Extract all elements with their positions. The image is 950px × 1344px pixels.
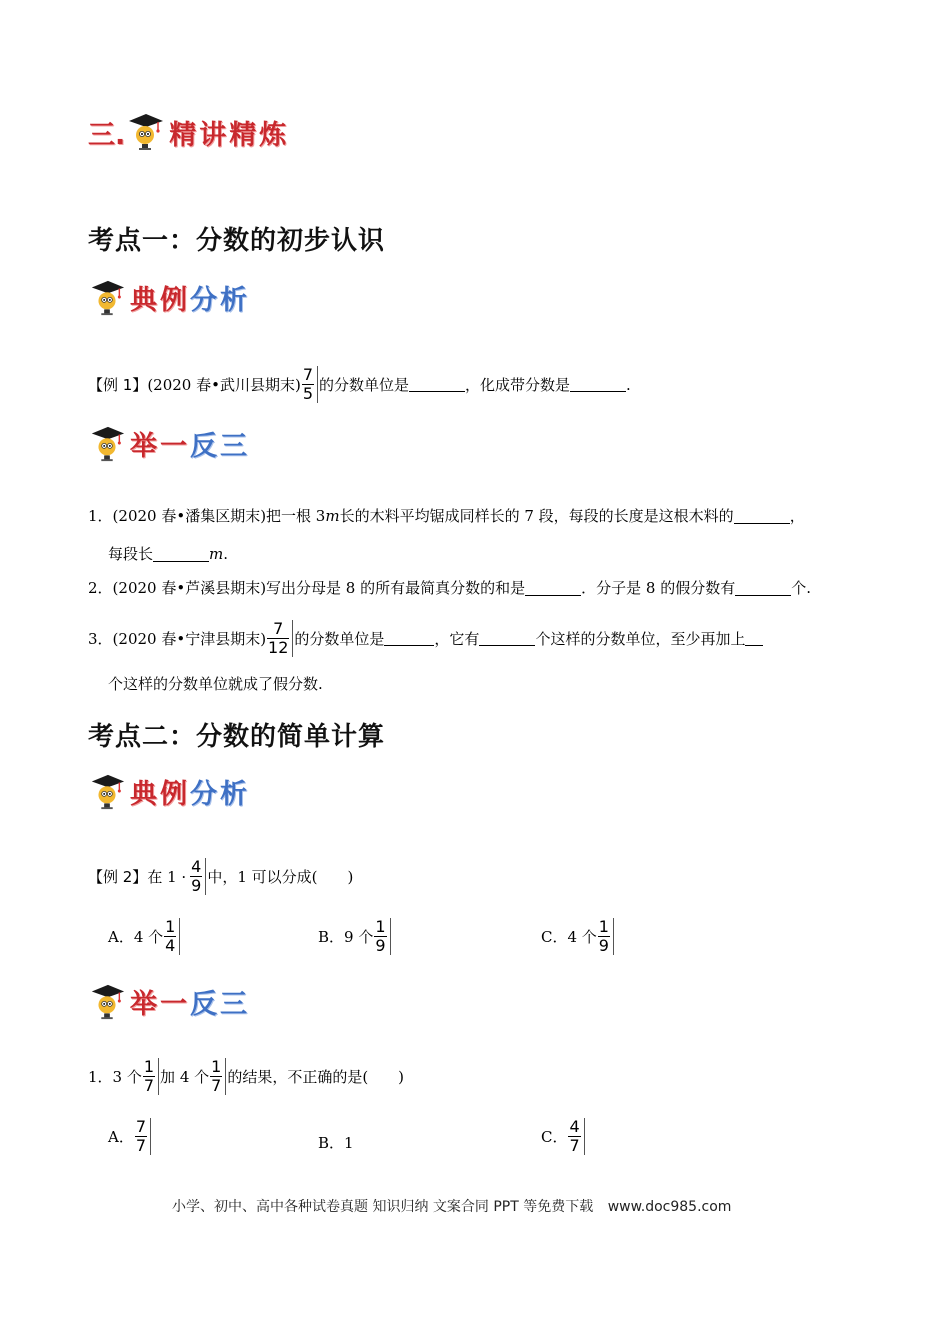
fraction: $\frac{4}{7}$	[568, 1118, 584, 1155]
option-a[interactable]: A． $\frac{7}{7}$	[108, 1118, 152, 1155]
option-a[interactable]: A．4 个 $\frac{1}{4}$	[108, 918, 181, 955]
fraction: $\frac{1}{7}$	[143, 1058, 159, 1095]
answer-blank[interactable]	[570, 377, 626, 392]
section-title: 精讲精炼	[169, 119, 290, 151]
fraction: $\frac{1}{9}$	[374, 918, 390, 955]
fraction: $\frac{4}{9}$	[190, 858, 206, 895]
answer-blank[interactable]	[525, 581, 581, 596]
example-banner	[88, 772, 250, 811]
example2: 【例 2】 在 1 · $\frac{4}{9}$ 中，1 可以分成( )	[88, 857, 354, 895]
example-tag: 【例 2】	[88, 867, 148, 886]
answer-blank[interactable]	[479, 631, 535, 646]
option-c[interactable]: C． $\frac{4}{7}$	[541, 1118, 586, 1155]
topic1-heading: 考点一：分数的初步认识	[88, 226, 386, 256]
fraction: $\frac{1}{9}$	[598, 918, 614, 955]
option-c[interactable]: C．4 个 $\frac{1}{9}$	[541, 918, 615, 955]
answer-blank[interactable]	[384, 631, 434, 646]
fraction: $\frac{1}{7}$	[210, 1058, 226, 1095]
section-banner	[88, 112, 289, 152]
graduate-mascot-icon	[88, 773, 126, 811]
answer-blank[interactable]	[409, 377, 465, 392]
fraction: $\frac{7}{12}$	[267, 620, 293, 657]
topic2-heading: 考点二：分数的简单计算	[88, 722, 386, 752]
graduate-mascot-icon	[88, 983, 126, 1021]
answer-blank[interactable]	[745, 631, 763, 646]
practice-banner	[88, 424, 250, 463]
graduate-mascot-icon	[88, 425, 126, 463]
question-2: 2． (2020 春•芦溪县期末)写出分母是 8 的所有最简真分数的和是 ．分子是 8 的假分数有 个.	[88, 579, 811, 597]
footer-text: 小学、初中、高中各种试卷真题 知识归纳 文案合同 PPT 等免费下载	[172, 1199, 594, 1215]
question-1: 1． (2020 春•潘集区期末)把一根 3 m 长的木料平均锯成同样长的 7 段，每段的长度是这根木料的 ，	[88, 507, 805, 525]
example-banner-text: 典例分析	[130, 285, 250, 316]
fraction: $\frac{7}{5}$	[302, 366, 318, 403]
graduate-mascot-icon	[125, 112, 165, 152]
example-banner	[88, 278, 250, 317]
practice-banner-text: 举一反三	[130, 431, 250, 462]
practice-banner	[88, 982, 250, 1021]
footer	[172, 1196, 731, 1216]
answer-blank[interactable]	[734, 509, 790, 524]
fraction: $\frac{7}{7}$	[135, 1118, 151, 1155]
footer-link[interactable]: www.doc985.com	[607, 1199, 732, 1215]
example1: 【例 1】 (2020 春•武川县期末) $\frac{7}{5}$ 的分数单位是 ，化成带分数是 .	[88, 365, 631, 403]
option-b[interactable]: B．1	[318, 1134, 354, 1152]
graduate-mascot-icon	[88, 279, 126, 317]
example-tag: 【例 1】	[88, 375, 148, 394]
answer-blank[interactable]	[735, 581, 791, 596]
fraction: $\frac{1}{4}$	[164, 918, 180, 955]
answer-blank[interactable]	[153, 547, 209, 562]
question-1: 1． 3 个 $\frac{1}{7}$ 加 4 个 $\frac{1}{7}$ 的结果，不正确的是( )	[88, 1057, 405, 1095]
section-prefix: 三.	[88, 119, 126, 151]
question-3-line2: 个这样的分数单位就成了假分数.	[108, 675, 323, 693]
question-1-line2: 每段长 m .	[108, 545, 229, 563]
question-3: 3． (2020 春•宁津县期末) $\frac{7}{12}$ 的分数单位是 ，它有 个这样的分数单位，至少再加上	[88, 620, 763, 657]
option-b[interactable]: B．9 个 $\frac{1}{9}$	[318, 918, 392, 955]
practice-banner-text: 举一反三	[130, 989, 250, 1020]
example-banner-text: 典例分析	[130, 779, 250, 810]
example-source: (2020 春•武川县期末)	[147, 375, 301, 394]
